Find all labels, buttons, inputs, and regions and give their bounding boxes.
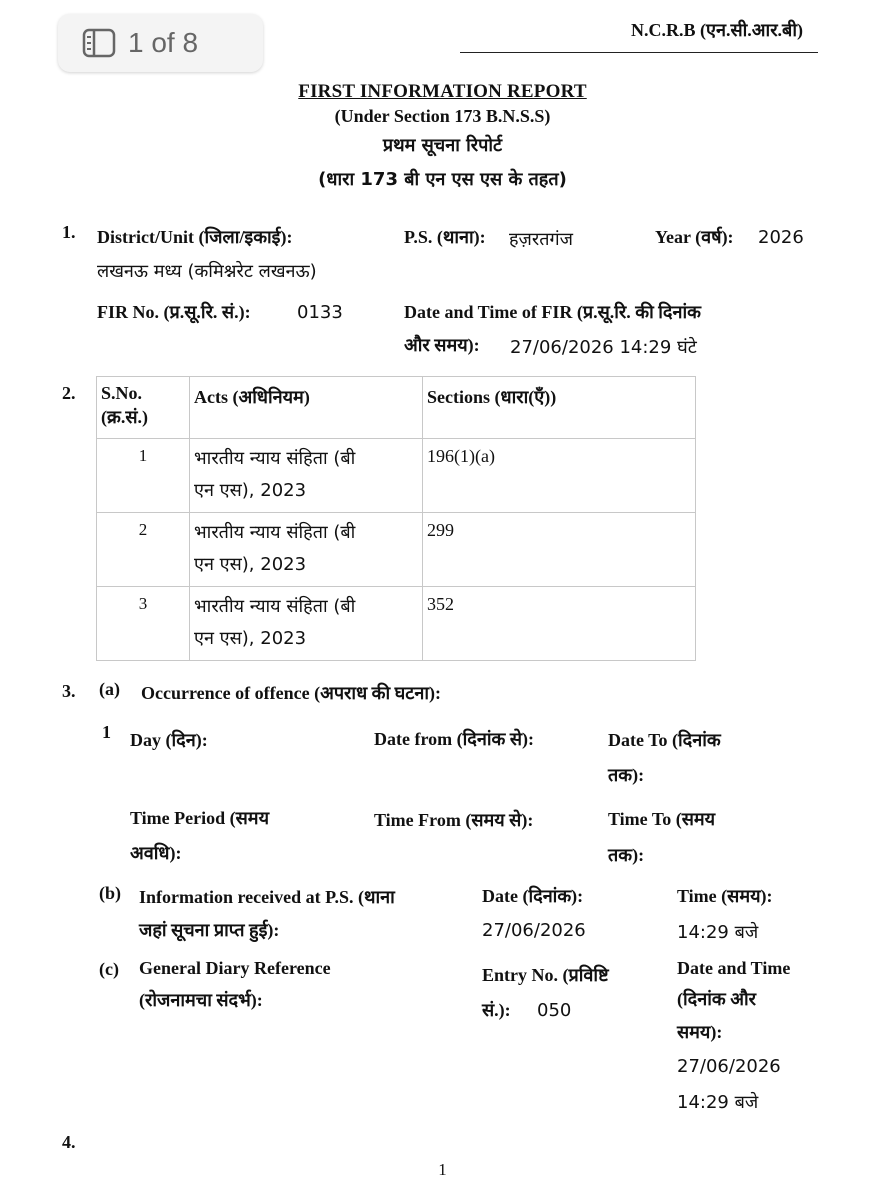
- entry-no-label-cont: सं.):: [482, 1000, 511, 1020]
- sections-header: Sections (धारा(एँ)): [423, 377, 696, 439]
- year-label: Year (वर्ष):: [655, 227, 734, 247]
- row-sno: 3: [97, 587, 190, 661]
- fir-no-value: 0133: [297, 302, 343, 323]
- sno-header-hi: (क्र.सं.): [101, 407, 148, 427]
- table-row: [97, 587, 696, 661]
- time-period-label-cont: अवधि):: [130, 843, 182, 863]
- row-act: [190, 513, 423, 587]
- header-rule: [460, 52, 818, 53]
- entry-no-value: 050: [537, 1000, 572, 1021]
- report-subtitle: (Under Section 173 B.N.S.S): [334, 106, 551, 126]
- time-to-label-cont: तक):: [608, 845, 645, 865]
- ncrb-header: N.C.R.B (एन.सी.आर.बी): [631, 20, 803, 40]
- acts-sections-table: [96, 376, 696, 661]
- day-label: Day (दिन):: [130, 730, 208, 750]
- row-act-line2: एन एस), 2023: [194, 480, 307, 501]
- document-pages-icon: [82, 28, 116, 58]
- section-1-number: 1.: [62, 222, 76, 242]
- info-date-label: Date (दिनांक):: [482, 886, 584, 906]
- row-sno: 2: [97, 513, 190, 587]
- fir-no-label: FIR No. (प्र.सू.रि. सं.):: [97, 302, 251, 322]
- occurrence-item-number: 1: [102, 722, 111, 742]
- info-time-value: 14:29 बजे: [677, 922, 759, 943]
- gd-datetime-label: Date and Time: [677, 958, 791, 978]
- district-label: District/Unit (जिला/इकाई):: [97, 227, 293, 247]
- row-sno: 1: [97, 439, 190, 513]
- page-indicator-text: 1 of 8: [128, 27, 199, 58]
- table-header-row: [97, 377, 696, 439]
- fir-datetime-label-cont: और समय):: [404, 335, 480, 355]
- gd-reference-label-cont: (रोजनामचा संदर्भ):: [139, 990, 263, 1010]
- report-title: FIRST INFORMATION REPORT: [298, 81, 587, 102]
- subsection-b-mark: (b): [99, 883, 121, 903]
- report-title-hindi: प्रथम सूचना रिपोर्ट: [382, 135, 503, 156]
- row-act-line1: भारतीय न्याय संहिता (बी: [194, 596, 356, 617]
- row-act-line1: भारतीय न्याय संहिता (बी: [194, 448, 356, 469]
- sno-header-en: S.No.: [101, 383, 143, 403]
- occurrence-label: Occurrence of offence (अपराध की घटना):: [141, 683, 441, 703]
- section-3-number: 3.: [62, 681, 76, 701]
- section-2-number: 2.: [62, 383, 76, 403]
- year-value: 2026: [758, 227, 804, 248]
- info-received-label: Information received at P.S. (थाना: [139, 887, 395, 907]
- gd-datetime-label-cont2: समय):: [677, 1022, 723, 1042]
- table-row: [97, 513, 696, 587]
- gd-datetime-value-date: 27/06/2026: [677, 1056, 781, 1077]
- gd-datetime-value-time: 14:29 बजे: [677, 1092, 759, 1113]
- row-act-line2: एन एस), 2023: [194, 554, 307, 575]
- report-subtitle-hindi: (धारा 173 बी एन एस एस के तहत): [318, 169, 567, 190]
- time-period-label: Time Period (समय: [130, 808, 270, 828]
- date-to-label: Date To (दिनांक: [608, 730, 721, 750]
- row-section: 196(1)(a): [423, 439, 696, 513]
- row-act-line1: भारतीय न्याय संहिता (बी: [194, 522, 356, 543]
- section-4-number: 4.: [62, 1132, 76, 1152]
- info-date-value: 27/06/2026: [482, 920, 586, 941]
- date-from-label: Date from (दिनांक से):: [374, 729, 534, 749]
- row-act-line2: एन एस), 2023: [194, 628, 307, 649]
- page-number: 1: [438, 1160, 447, 1179]
- ps-value: हज़रतगंज: [509, 229, 574, 250]
- subsection-c-mark: (c): [99, 959, 119, 979]
- info-received-label-cont: जहां सूचना प्राप्त हुई):: [139, 920, 280, 940]
- table-row: [97, 439, 696, 513]
- time-to-label: Time To (समय: [608, 809, 716, 829]
- entry-no-label: Entry No. (प्रविष्टि: [482, 965, 609, 985]
- time-from-label: Time From (समय से):: [374, 810, 534, 830]
- gd-datetime-label-cont: (दिनांक और: [677, 989, 756, 1009]
- sno-header: [97, 377, 190, 439]
- fir-datetime-value: 27/06/2026 14:29 घंटे: [510, 337, 697, 358]
- row-section: 352: [423, 587, 696, 661]
- district-value: लखनऊ मध्य (कमिश्नरेट लखनऊ): [97, 261, 317, 282]
- ps-label: P.S. (थाना):: [404, 227, 486, 247]
- row-act: [190, 439, 423, 513]
- row-section: 299: [423, 513, 696, 587]
- date-to-label-cont: तक):: [608, 765, 645, 785]
- gd-reference-label: General Diary Reference: [139, 958, 331, 978]
- row-act: [190, 587, 423, 661]
- acts-header: Acts (अधिनियम): [190, 377, 423, 439]
- fir-datetime-label: Date and Time of FIR (प्र.सू.रि. की दिनांक: [404, 302, 701, 322]
- info-time-label: Time (समय):: [677, 886, 773, 906]
- subsection-a-mark: (a): [99, 679, 120, 699]
- page-indicator-badge[interactable]: [58, 14, 263, 72]
